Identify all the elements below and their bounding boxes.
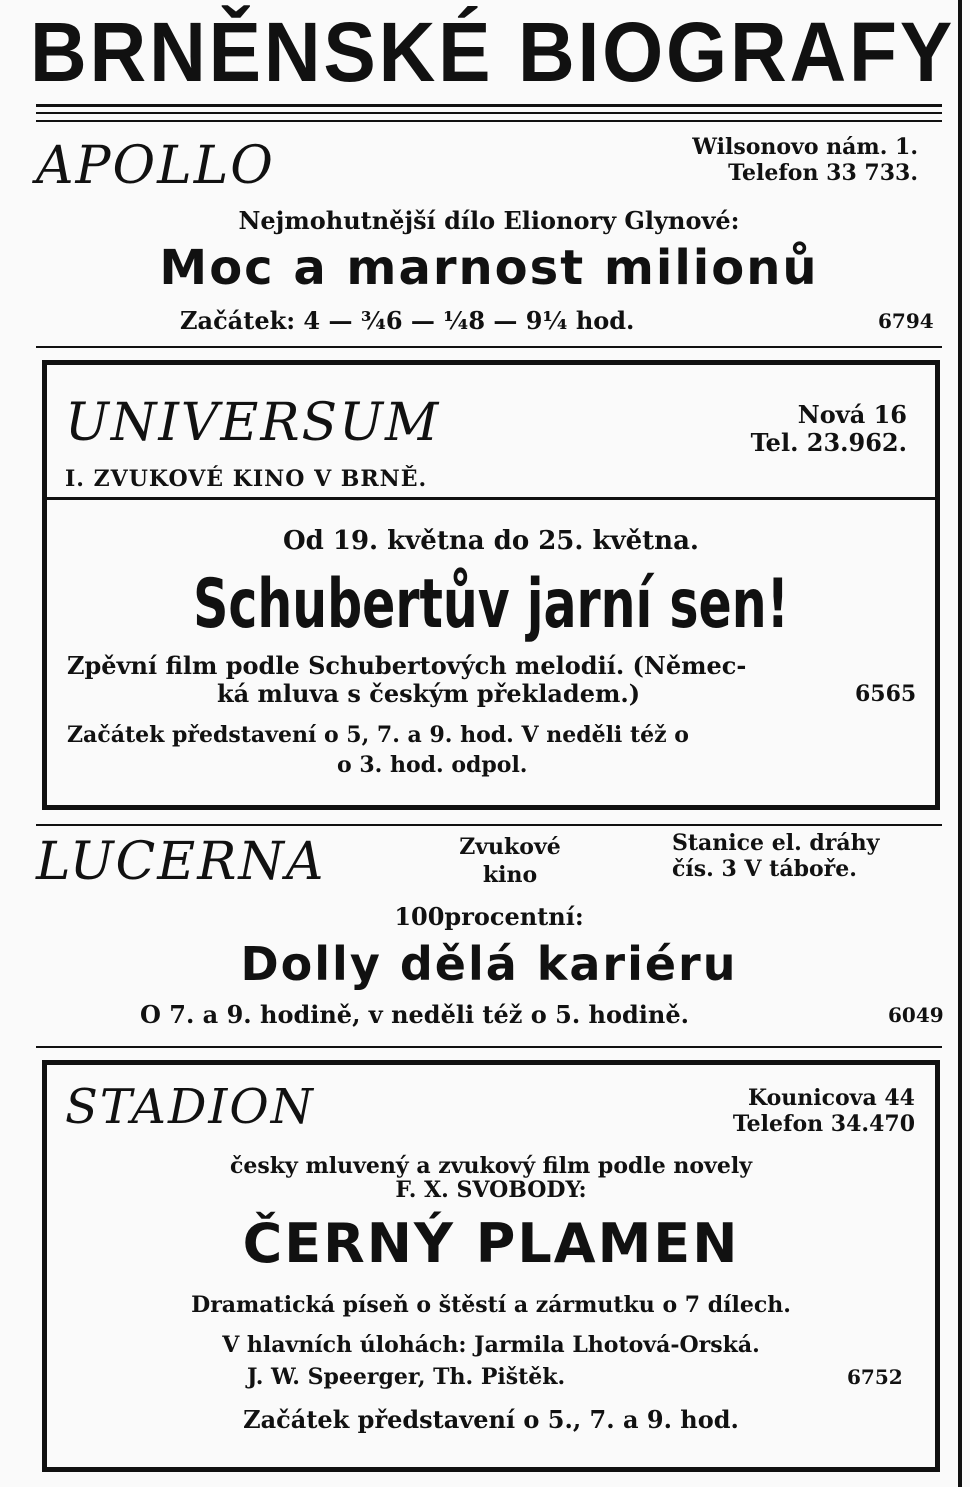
cinema-phone: Telefon 34.470 [732, 1111, 915, 1137]
cinema-address-line2: čís. 3 V táboře. [672, 856, 857, 882]
cinema-address: Wilsonovo nám. 1. [692, 134, 918, 160]
film-title: Moc a marnost milionů [159, 240, 819, 296]
ad-reference-number: 6752 [847, 1365, 903, 1389]
cinema-name: APOLLO [36, 136, 275, 196]
section-divider [36, 346, 942, 348]
film-title: Dolly dělá kariéru [240, 937, 738, 991]
showtimes-line1: Začátek představení o 5, 7. a 9. hod. V neděli též o [67, 722, 689, 748]
film-description-line2: ká mluva s českým překladem.) [217, 679, 641, 708]
showtimes-line2: o 3. hod. odpol. [337, 752, 528, 778]
cinema-address-line1: Stanice el. dráhy [672, 830, 880, 856]
cinema-address: Kounicova 44 [747, 1085, 915, 1111]
screening-dates: Od 19. května do 25. května. [283, 526, 699, 556]
ad-reference-number: 6794 [878, 309, 934, 333]
inner-divider [47, 497, 935, 500]
cinema-name: LUCERNA [36, 832, 326, 892]
section-divider [36, 1046, 942, 1048]
film-intro-line1: česky mluvený a zvukový film podle novely [230, 1153, 752, 1179]
universum-listing [42, 360, 940, 810]
cast-line2: J. W. Speerger, Th. Pištěk. [247, 1364, 566, 1390]
stadion-listing [42, 1060, 940, 1472]
cinema-subtitle: I. ZVUKOVÉ KINO V BRNĚ. [65, 466, 428, 492]
film-intro: 100procentní: [394, 902, 584, 931]
cinema-name: STADION [65, 1079, 315, 1135]
section-divider [36, 824, 942, 826]
ad-reference-number: 6049 [888, 1003, 944, 1027]
cinema-phone: Telefon 33 733. [728, 160, 918, 186]
cinema-phone: Tel. 23.962. [750, 428, 907, 457]
masthead-rule-mid [36, 112, 942, 114]
page-edge-rule [958, 0, 962, 1487]
showtimes: O 7. a 9. hodině, v neděli též o 5. hodině. [140, 1000, 689, 1029]
cinema-name: UNIVERSUM [65, 393, 441, 453]
film-title: ČERNÝ PLAMEN [242, 1212, 740, 1275]
ad-reference-number: 6565 [855, 681, 917, 707]
masthead-title: BRNĚNSKÉ BIOGRAFY [30, 5, 956, 99]
cast-line1: V hlavních úlohách: Jarmila Lhotová-Orská. [222, 1332, 760, 1358]
film-description-line1: Zpěvní film podle Schubertových melodií. (Němec- [67, 651, 747, 680]
cinema-kind-line2: kino [482, 862, 538, 888]
film-intro: Nejmohutnější dílo Elionory Glynové: [238, 206, 740, 235]
showtimes: Začátek představení o 5., 7. a 9. hod. [243, 1405, 739, 1434]
showtimes: Začátek: 4 — ¾6 — ¼8 — 9¼ hod. [180, 306, 635, 335]
masthead-rule-bottom [36, 120, 942, 122]
film-intro-line2: F. X. SVOBODY: [395, 1177, 587, 1203]
masthead-rule-top [36, 104, 942, 107]
film-description: Dramatická píseň o štěstí a zármutku o 7 dílech. [191, 1292, 791, 1318]
cinema-kind-line1: Zvukové [459, 834, 561, 860]
film-title: Schubertův jarní sen! [193, 565, 789, 644]
cinema-address: Nová 16 [797, 400, 907, 429]
